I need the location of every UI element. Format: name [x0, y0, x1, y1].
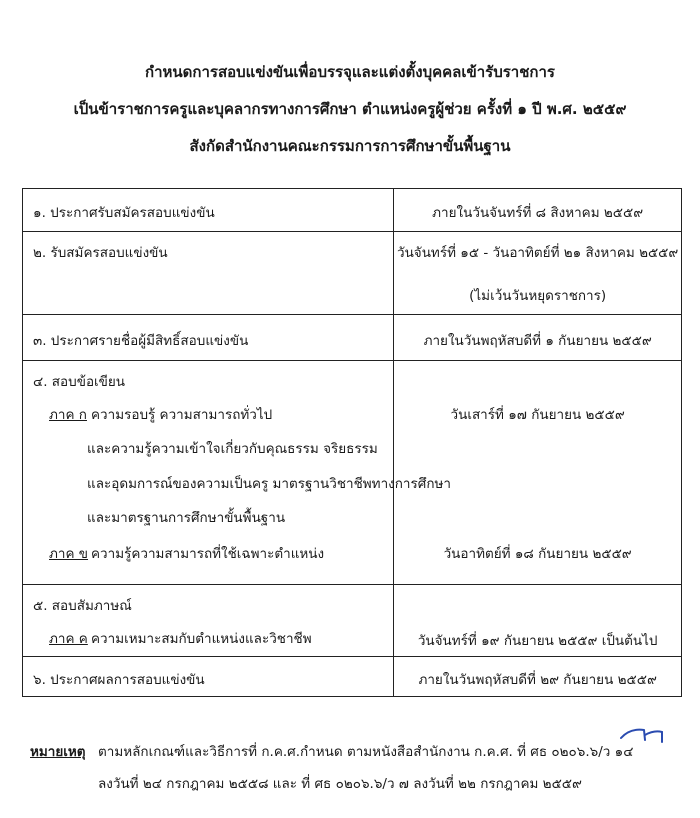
date-interview: วันจันทร์ที่ ๑๙ กันยายน ๒๕๕๙ เป็นต้นไป — [417, 633, 658, 649]
step-interview: ๕. สอบสัมภาษณ์ — [33, 598, 132, 614]
table-row — [23, 585, 682, 657]
schedule-table — [22, 188, 682, 697]
note-line-1: ตามหลักเกณฑ์และวิธีการที่ ก.ค.ศ.กำหนด ตามหนังสือสำนักงาน ก.ค.ศ. ที่ ศธ ๐๒๐๖.๖/ว ๑๔ — [98, 744, 634, 760]
date-part-b: วันอาทิตย์ที่ ๑๘ กันยายน ๒๕๕๙ — [443, 546, 632, 562]
step-announce-results: ๖. ประกาศผลการสอบแข่งขัน — [33, 672, 205, 688]
part-a-text: ความรอบรู้ ความสามารถทั่วไป — [91, 407, 273, 423]
date-application: วันจันทร์ที่ ๑๕ - วันอาทิตย์ที่ ๒๑ สิงหาคม ๒๕๕๙ — [396, 245, 679, 261]
table-row — [23, 657, 682, 697]
part-b-label: ภาค ข — [49, 546, 89, 562]
part-a-line-3: และอุดมการณ์ของความเป็นครู มาตรฐานวิชาชีพทางการศึกษา — [87, 476, 451, 492]
note-line-2: ลงวันที่ ๒๔ กรกฎาคม ๒๕๕๘ และ ที่ ศธ ๐๒๐๖.๖/ว ๗ ลงวันที่ ๒๒ กรกฎาคม ๒๕๕๙ — [98, 776, 582, 792]
title-line-1: กำหนดการสอบแข่งขันเพื่อบรรจุและแต่งตั้งบุคคลเข้ารับราชการ — [145, 63, 555, 81]
part-c-text: ความเหมาะสมกับตำแหน่งและวิชาชีพ — [91, 631, 312, 647]
part-a-label: ภาค ก — [49, 407, 87, 423]
part-a-line-2: และความรู้ความเข้าใจเกี่ยวกับคุณธรรม จริยธรรม — [87, 441, 378, 457]
date-part-a: วันเสาร์ที่ ๑๗ กันยายน ๒๕๕๙ — [450, 407, 625, 423]
part-c-label: ภาค ค — [49, 631, 88, 647]
note-label: หมายเหตุ — [30, 744, 86, 760]
title-line-3: สังกัดสำนักงานคณะกรรมการการศึกษาขั้นพื้นฐาน — [189, 137, 511, 155]
table-row — [23, 361, 682, 585]
date-announce-application: ภายในวันจันทร์ที่ ๘ สิงหาคม ๒๕๕๙ — [432, 205, 644, 221]
table-row — [23, 315, 682, 361]
title-line-2: เป็นข้าราชการครูและบุคลากรทางการศึกษา ตำแหน่งครูผู้ช่วย ครั้งที่ ๑ ปี พ.ศ. ๒๕๕๙ — [73, 100, 627, 118]
step-written-exam: ๔. สอบข้อเขียน — [33, 374, 126, 390]
date-application-note: (ไม่เว้นวันหยุดราชการ) — [469, 288, 607, 304]
part-a-line-4: และมาตรฐานการศึกษาขั้นพื้นฐาน — [87, 510, 286, 526]
table-row — [23, 189, 682, 232]
step-eligible-list: ๓. ประกาศรายชื่อผู้มีสิทธิ์สอบแข่งขัน — [33, 333, 249, 349]
table-row — [23, 232, 682, 315]
step-application: ๒. รับสมัครสอบแข่งขัน — [33, 245, 168, 261]
step-announce-application: ๑. ประกาศรับสมัครสอบแข่งขัน — [33, 205, 215, 221]
date-announce-results: ภายในวันพฤหัสบดีที่ ๒๙ กันยายน ๒๕๕๙ — [418, 672, 657, 688]
part-b-text: ความรู้ความสามารถที่ใช้เฉพาะตำแหน่ง — [91, 546, 325, 562]
date-eligible-list: ภายในวันพฤหัสบดีที่ ๑ กันยายน ๒๕๕๙ — [423, 333, 652, 349]
